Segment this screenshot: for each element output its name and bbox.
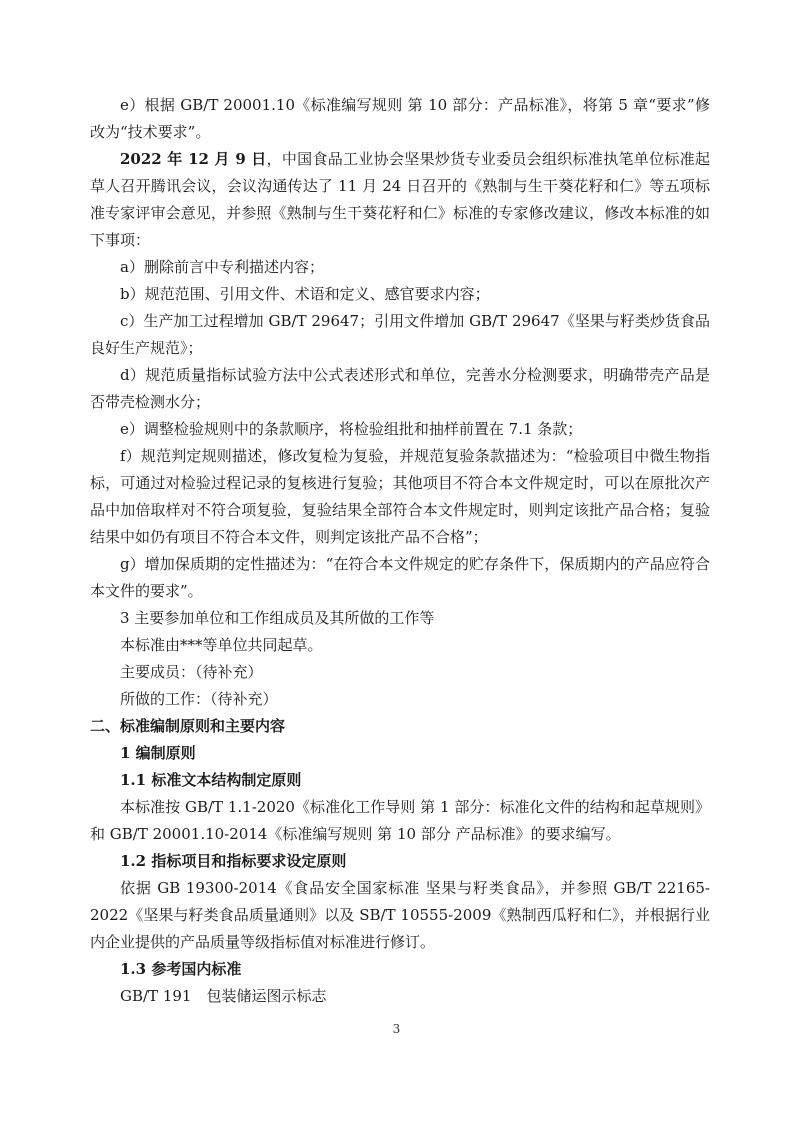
paragraph-1-3: GB/T 191 包装储运图示标志 bbox=[120, 987, 327, 1005]
document-body bbox=[90, 92, 710, 1010]
list-item-b: b）规范范围、引用文件、术语和定义、感官要求内容； bbox=[120, 285, 490, 303]
paragraph-meeting bbox=[90, 146, 710, 254]
list-item-d: d）规范质量指标试验方法中公式表述形式和单位，完善水分检测要求，明确带壳产品是否带壳检测水分； bbox=[90, 366, 710, 411]
list-item-a: a）删除前言中专利描述内容； bbox=[120, 258, 324, 276]
section-3-units: 本标准由***等单位共同起草。 bbox=[120, 636, 323, 654]
meeting-date: 2022 年 12 月 9 日 bbox=[120, 150, 267, 168]
heading-1-3: 1.3 参考国内标准 bbox=[120, 960, 242, 978]
list-item-g: g）增加保质期的定性描述为：“在符合本文件规定的贮存条件下，保质期内的产品应符合本文件的要求”。 bbox=[90, 555, 710, 600]
paragraph-1-2: 依据 GB 19300-2014《食品安全国家标准 坚果与籽类食品》，并参照 GB/T 22165-2022《坚果与籽类食品质量通则》以及 SB/T 10555-2009《熟制西瓜籽和仁》，并根据行业内企业提供的产品质量等级指标值对标准进行修订。 bbox=[90, 879, 710, 951]
heading-part-two: 二、标准编制原则和主要内容 bbox=[90, 717, 286, 735]
meeting-text: ，中国食品工业协会坚果炒货专业委员会组织标准执笔单位标准起草人召开腾讯会议，会议沟通传达了 11 月 24 日召开的《熟制与生干葵花籽和仁》等五项标准专家评审会意见，并参照《熟制与生干葵花籽和仁》标准的专家修改建议，修改本标准的如下事项： bbox=[90, 150, 710, 249]
heading-1: 1 编制原则 bbox=[120, 744, 196, 762]
paragraph-1-1: 本标准按 GB/T 1.1-2020《标准化工作导则 第 1 部分：标准化文件的结构和起草规则》和 GB/T 20001.10-2014《标准编写规则 第 10 部分 产品标准》的要求编写。 bbox=[90, 798, 710, 843]
list-item-c: c）生产加工过程增加 GB/T 29647；引用文件增加 GB/T 29647《坚果与籽类炒货食品良好生产规范》； bbox=[90, 312, 710, 357]
section-3-work: 所做的工作：（待补充） bbox=[120, 690, 278, 708]
paragraph-e-rename: e）根据 GB/T 20001.10《标准编写规则 第 10 部分：产品标准》，将第 5 章“要求”修改为“技术要求”。 bbox=[90, 96, 710, 141]
heading-1-1: 1.1 标准文本结构制定原则 bbox=[120, 771, 302, 789]
section-3-members: 主要成员：（待补充） bbox=[120, 663, 263, 681]
heading-1-2: 1.2 指标项目和指标要求设定原则 bbox=[120, 852, 347, 870]
page-number: 3 bbox=[392, 1022, 401, 1036]
list-item-f: f）规范判定规则描述，修改复检为复验，并规范复验条款描述为：“检验项目中微生物指标，可通过对检验过程记录的复核进行复验；其他项目不符合本文件规定时，可以在原批次产品中加倍取样对不符合项复验，复验结果全部符合本文件规定时，则判定该批产品合格；复验结果中如仍有项目不符合本文件，则判定该批产品不合格”； bbox=[90, 447, 710, 546]
section-3-title: 3 主要参加单位和工作组成员及其所做的工作等 bbox=[120, 609, 435, 627]
list-item-e: e）调整检验规则中的条款顺序，将检验组批和抽样前置在 7.1 条款； bbox=[120, 420, 583, 438]
